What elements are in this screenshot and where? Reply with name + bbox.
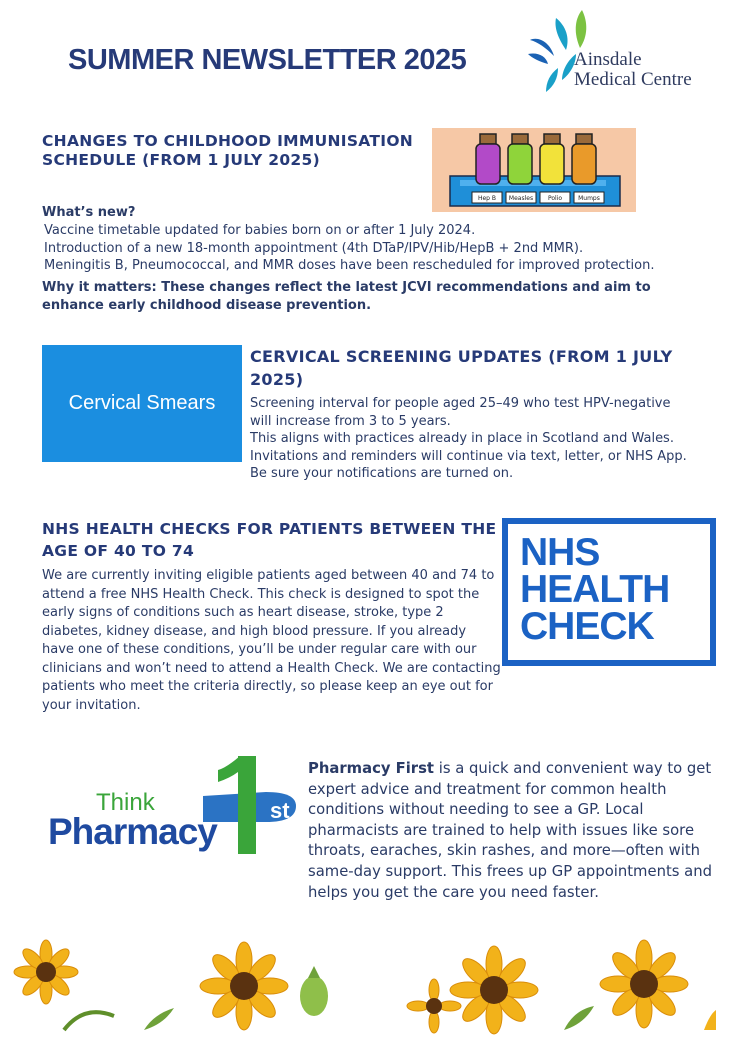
logo-wordmark (574, 50, 692, 90)
cervical-paragraph: Screening interval for people aged 25–49 who test HPV-negative will increase from 3 to 5 years. (250, 396, 671, 429)
pharmacy-logo-st: st (270, 798, 290, 823)
whats-new-label: What’s new? (42, 205, 136, 220)
nhs-logo-line: NHS (520, 531, 600, 574)
sunflower-icon (14, 940, 78, 1004)
pharmacy-logo-word: Pharmacy (48, 811, 217, 852)
immunisation-heading: CHANGES TO CHILDHOOD IMMUNISATION SCHEDULE (FROM 1 JULY 2025) (42, 132, 414, 169)
pharmacy-first-text: is a quick and convenient way to get expert advice and treatment for common health conditions without needing to see a GP. Local pharmacists are trained to help with issues like sore throats, earaches, skin rashes, and more—often with same-day support. This frees up GP appointments and helps you get the care you need faster. (308, 760, 713, 901)
logo-line-2: Medical Centre (574, 69, 692, 90)
nhs-health-check-logo (502, 518, 716, 666)
pharmacy-first-body (308, 759, 718, 903)
cervical-smears-label: Cervical Smears (68, 392, 216, 414)
cervical-paragraph: Invitations and reminders will continue via text, letter, or NHS App. Be sure your notifications are turned on. (250, 448, 687, 481)
cervical-heading: CERVICAL SCREENING UPDATES (FROM 1 JULY 2025) (250, 347, 673, 389)
jar-label: Measles (508, 195, 534, 202)
sunflowers-banner (24, 944, 716, 1030)
jar-label: Mumps (578, 195, 600, 202)
pharmacy-logo-think: Think (96, 789, 155, 816)
immunisation-line: Introduction of a new 18-month appointment (4th DTaP/IPV/Hib/HepB + 2nd MMR). (44, 240, 584, 256)
immunisation-lines (44, 222, 684, 275)
why-it-matters: Why it matters: These changes reflect the latest JCVI recommendations and aim to enhance early childhood disease prevention. (42, 280, 651, 313)
logo-line-1: Ainsdale (574, 49, 642, 70)
think-pharmacy-first-logo (40, 752, 341, 862)
cervical-body (250, 395, 690, 483)
vaccine-jars-illustration (432, 128, 636, 212)
cervical-smears-image (42, 345, 242, 462)
cervical-paragraph: This aligns with practices already in place in Scotland and Wales. (250, 431, 674, 446)
nhs-logo-line: CHECK (520, 605, 654, 648)
immunisation-line: Meningitis B, Pneumococcal, and MMR doses have been rescheduled for improved protection. (44, 258, 655, 273)
immunisation-line: Vaccine timetable updated for babies born on or after 1 July 2024. (44, 223, 476, 238)
newsletter-title: SUMMER NEWSLETTER 2025 (68, 44, 467, 76)
health-check-heading: NHS HEALTH CHECKS FOR PATIENTS BETWEEN THE AGE OF 40 TO 74 (42, 520, 497, 560)
pharmacy-logo-num: 1 (340, 752, 341, 753)
nhs-logo-line: HEALTH (520, 568, 670, 611)
health-check-body: We are currently inviting eligible patients aged between 40 and 74 to attend a free NHS Health Check. This check is designed to spot the early signs of conditions such as heart disease, stroke, type 2 diabetes, kidney disease, and high blood pressure. If you already have one of these conditions, you’ll be under regular care with our clinicians and won’t need to attend a Health Check. We are contacting patients who meet the criteria directly, so please keep an eye out for your invitation. (42, 568, 501, 713)
jar-label: Polio (547, 195, 563, 202)
jar-label: Hep B (477, 195, 497, 202)
pharmacy-first-lead: Pharmacy First (308, 760, 434, 777)
